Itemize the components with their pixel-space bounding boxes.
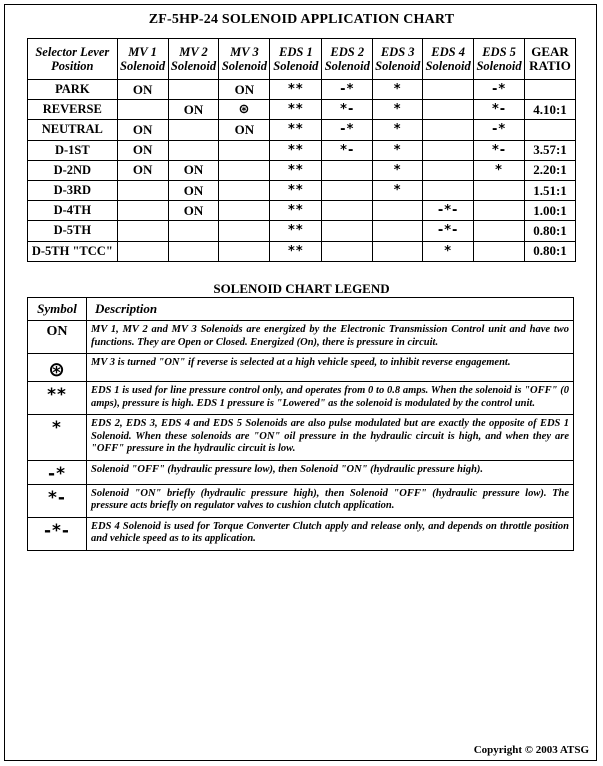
cell-eds3: * [373,140,423,160]
cell-mv2: ON [168,180,219,200]
cell-eds4: * [423,241,474,261]
chart-title: ZF-5HP-24 SOLENOID APPLICATION CHART [148,12,455,27]
cell-eds1: ** [270,201,322,221]
legend-row [28,517,574,550]
table-row [28,241,576,261]
cell-gear: 3.57:1 [525,140,576,160]
cell-eds3 [373,241,423,261]
cell-eds2 [322,201,373,221]
cell-gear: 0.80:1 [525,241,576,261]
cell-eds5 [474,180,525,200]
cell-mv1 [117,180,168,200]
cell-mv3 [219,160,270,180]
cell-gear: 1.51:1 [525,180,576,200]
cell-mv2: ON [168,201,219,221]
cell-eds5: -* [474,80,525,100]
header-eds2: EDS 2 Solenoid [322,39,373,80]
cell-mv2 [168,241,219,261]
cell-mv1: ON [117,80,168,100]
cell-mv1 [117,221,168,241]
cell-mv2 [168,120,219,140]
cell-eds2 [322,160,373,180]
row-position-label: NEUTRAL [28,120,118,140]
row-position-label: D-5TH [28,221,118,241]
cell-eds3 [373,221,423,241]
cell-mv1 [117,100,168,120]
legend-title: SOLENOID CHART LEGEND [213,281,390,296]
copyright-notice: Copyright © 2003 ATSG [473,744,589,756]
header-eds1: EDS 1 Solenoid [270,39,322,80]
cell-gear [525,80,576,100]
row-position-label: D-5TH "TCC" [28,241,118,261]
table-row [28,160,576,180]
legend-description: EDS 1 is used for line pressure control only, and operates from 0 to 0.8 amps. When the solenoid is "OFF" (0 amps), pressure is high. EDS 1 pressure is "Lowered" as the solenoid is modulated by the control unit. [87,382,574,415]
legend-body [28,321,574,551]
cell-eds4 [423,140,474,160]
legend-description: Solenoid "ON" briefly (hydraulic pressure high), then Solenoid "OFF" (hydraulic pressure low). The pressure acts briefly on regulator valves to cushion clutch application. [87,484,574,517]
cell-eds2 [322,241,373,261]
table-body [28,80,576,262]
cell-mv3: ⊛ [219,100,270,120]
cell-eds2: *- [322,140,373,160]
row-position-label: D-1ST [28,140,118,160]
cell-mv2 [168,140,219,160]
legend-description: Solenoid "OFF" (hydraulic pressure low), then Solenoid "ON" (hydraulic pressure high). [87,460,574,484]
cell-eds4: -*- [423,221,474,241]
legend-symbol: * [28,415,87,461]
row-position-label: D-2ND [28,160,118,180]
cell-eds3: * [373,100,423,120]
legend-description: MV 1, MV 2 and MV 3 Solenoids are energized by the Electronic Transmission Control unit and have two functions. They are Open or Closed. Energized (On), there is pressure in circuit. [87,321,574,354]
cell-mv1: ON [117,120,168,140]
table-row [28,80,576,100]
solenoid-application-table [27,38,576,262]
cell-eds2: -* [322,80,373,100]
cell-mv2: ON [168,100,219,120]
legend-description: EDS 2, EDS 3, EDS 4 and EDS 5 Solenoids are also pulse modulated but are exactly the opposite of EDS 1 Solenoid. When these solenoids are "ON" oil pressure in the hydraulic circuit is high, and when they are "OFF" pressure in the hydraulic circuit is low. [87,415,574,461]
cell-mv3 [219,201,270,221]
legend-symbol: *- [28,484,87,517]
cell-eds1: ** [270,120,322,140]
cell-mv1: ON [117,140,168,160]
cell-eds4 [423,120,474,140]
cell-gear: 0.80:1 [525,221,576,241]
cell-mv3 [219,221,270,241]
cell-gear: 2.20:1 [525,160,576,180]
cell-eds1: ** [270,100,322,120]
legend-table [27,297,574,551]
cell-eds5: -* [474,120,525,140]
header-eds3: EDS 3 Solenoid [373,39,423,80]
table-row [28,100,576,120]
cell-gear [525,120,576,140]
table-row [28,180,576,200]
cell-eds1: ** [270,80,322,100]
table-row [28,140,576,160]
cell-eds4 [423,80,474,100]
cell-mv1 [117,241,168,261]
cell-mv2 [168,80,219,100]
cell-mv3: ON [219,120,270,140]
cell-eds5: * [474,160,525,180]
header-eds5: EDS 5 Solenoid [474,39,525,80]
cell-eds4 [423,180,474,200]
cell-mv1 [117,201,168,221]
cell-eds2 [322,180,373,200]
legend-symbol: ⊛ [28,354,87,382]
cell-eds4 [423,160,474,180]
cell-eds3: * [373,80,423,100]
cell-eds4 [423,100,474,120]
legend-description: EDS 4 Solenoid is used for Torque Converter Clutch apply and release only, and depends on throttle position and vehicle speed as to its application. [87,517,574,550]
cell-eds5 [474,221,525,241]
legend-symbol: -* [28,460,87,484]
header-selector: Selector Lever Position [28,39,118,80]
cell-mv3: ON [219,80,270,100]
row-position-label: REVERSE [28,100,118,120]
legend-symbol: -*- [28,517,87,550]
cell-eds2: *- [322,100,373,120]
cell-eds4: -*- [423,201,474,221]
cell-mv2 [168,221,219,241]
cell-eds1: ** [270,160,322,180]
cell-eds5: *- [474,100,525,120]
legend-row [28,460,574,484]
header-eds4: EDS 4 Solenoid [423,39,474,80]
legend-symbol: ** [28,382,87,415]
table-row [28,120,576,140]
legend-header-symbol: Symbol [28,298,87,321]
legend-row [28,321,574,354]
header-mv1: MV 1 Solenoid [117,39,168,80]
cell-gear: 4.10:1 [525,100,576,120]
cell-mv2: ON [168,160,219,180]
legend-row [28,354,574,382]
row-position-label: D-3RD [28,180,118,200]
cell-mv3 [219,241,270,261]
row-position-label: D-4TH [28,201,118,221]
cell-eds1: ** [270,221,322,241]
legend-description: MV 3 is turned "ON" if reverse is selected at a high vehicle speed, to inhibit reverse engagement. [87,354,574,382]
header-gear-ratio: GEAR RATIO [525,39,576,80]
cell-eds1: ** [270,180,322,200]
table-row [28,201,576,221]
legend-row [28,382,574,415]
legend-symbol: ON [28,321,87,354]
cell-eds3: * [373,160,423,180]
cell-eds3: * [373,120,423,140]
cell-eds1: ** [270,140,322,160]
table-header-row [28,39,576,80]
cell-eds5: *- [474,140,525,160]
legend-header-row [28,298,574,321]
header-mv3: MV 3 Solenoid [219,39,270,80]
cell-gear: 1.00:1 [525,201,576,221]
cell-eds3: * [373,180,423,200]
cell-mv3 [219,180,270,200]
cell-mv1: ON [117,160,168,180]
cell-mv3 [219,140,270,160]
cell-eds3 [373,201,423,221]
cell-eds2 [322,221,373,241]
cell-eds2: -* [322,120,373,140]
row-position-label: PARK [28,80,118,100]
header-mv2: MV 2 Solenoid [168,39,219,80]
legend-row [28,415,574,461]
table-row [28,221,576,241]
legend-row [28,484,574,517]
cell-eds5 [474,241,525,261]
cell-eds1: ** [270,241,322,261]
cell-eds5 [474,201,525,221]
legend-header-description: Description [87,298,574,321]
